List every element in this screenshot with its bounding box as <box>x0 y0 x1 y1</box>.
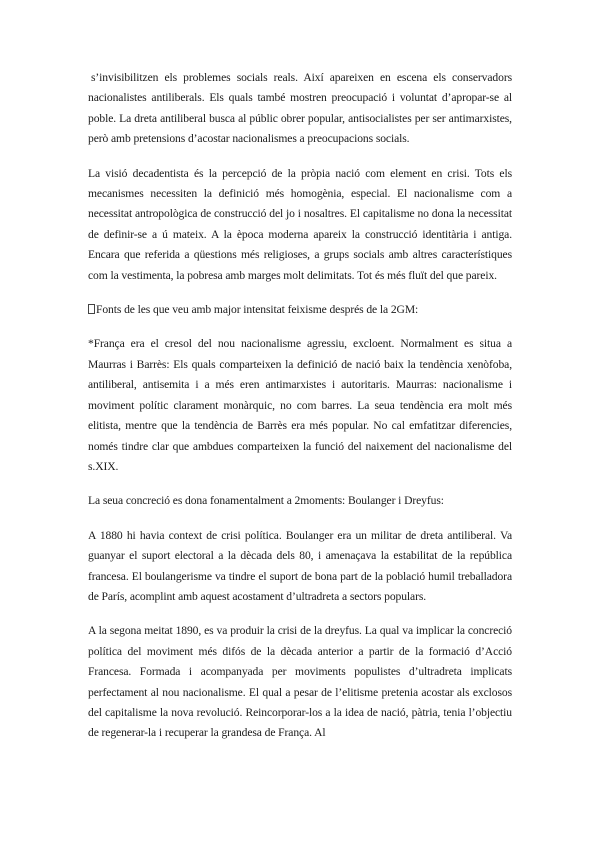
paragraph-4: *França era el cresol del nou nacionalisme agressiu, excloent. Normalment es situa a Maurras i Barrès: Els quals comparteixen la definició de nació baix la tendència xenòfoba, antiliberal, antisemita i a més eren antimarxistes i autoritaris. Maurras: nacionalisme i moviment polític clarament monàrquic, no com barres. La seua tendència era molt més elitista, mentre que la tendència de Barrès era més popular. No cal emfatitzar diferencies, només tindre clar que ambdues comparteixen la funció del naixement del nacionalisme del s.XIX. <box>88 337 512 473</box>
paragraph-3-text: Fonts de les que veu amb major intensitat feixisme després de la 2GM: <box>96 303 419 317</box>
paragraph-1: s’invisibilitzen els problemes socials reals. Així apareixen en escena els conservadors nacionalistes antiliberals. Els quals també mostren preocupació i voluntat d’apropar-se al poble. La dreta antiliberal busca al públic obrer popular, antisocialistes per ser antimarxistes, però amb pretensions d’acostar nacionalismes a preocupacions socials. <box>88 71 512 146</box>
paragraph-5: La seua concreció es dona fonamentalment a 2moments: Boulanger i Dreyfus: <box>88 494 444 508</box>
paragraph-7: A la segona meitat 1890, es va produir la crisi de la dreyfus. La qual va implicar la concreció política del moviment més difós de la dècada anterior a partir de la formació d’Acció Francesa. Formada i acompanyada per moviments populistes d’ultradreta implicats perfectament al nou nacionalisme. El qual a pesar de l’elitisme pretenia acostar als exclosos del capitalisme la nova revolució. Reincorporar-los a la idea de nació, pàtria, tenia l’objectiu de regenerar-la i recuperar la grandesa de França. Al <box>88 624 512 740</box>
paragraph-6: A 1880 hi havia context de crisi política. Boulanger era un militar de dreta antiliberal. Va guanyar el suport electoral a la dècada dels 80, i amenaçava la estabilitat de la república francesa. El boulangerisme va tindre el suport de bona part de la població humil treballadora de París, acomplint amb aquest acostament d’ultradreta a sectors populars. <box>88 528 512 603</box>
bullet-box-icon <box>88 304 95 314</box>
paragraph-2: La visió decadentista és la percepció de la pròpia nació com element en crisi. Tots els mecanismes necessiten la definició més homogènia, especial. El nacionalisme com a necessitat antropològica de construcció del jo i nosaltres. El capitalisme no dona la necessitat de definir-se a ú mateix. A la època moderna apareix la construcció identitària i antiga. Encara que referida a qüestions més religioses, a grups socials amb altres característiques com la vestimenta, la pobresa amb marges molt delimitats. Tot és més fluït del que pareix. <box>88 166 512 282</box>
paragraph-3-bulleted <box>88 300 512 320</box>
